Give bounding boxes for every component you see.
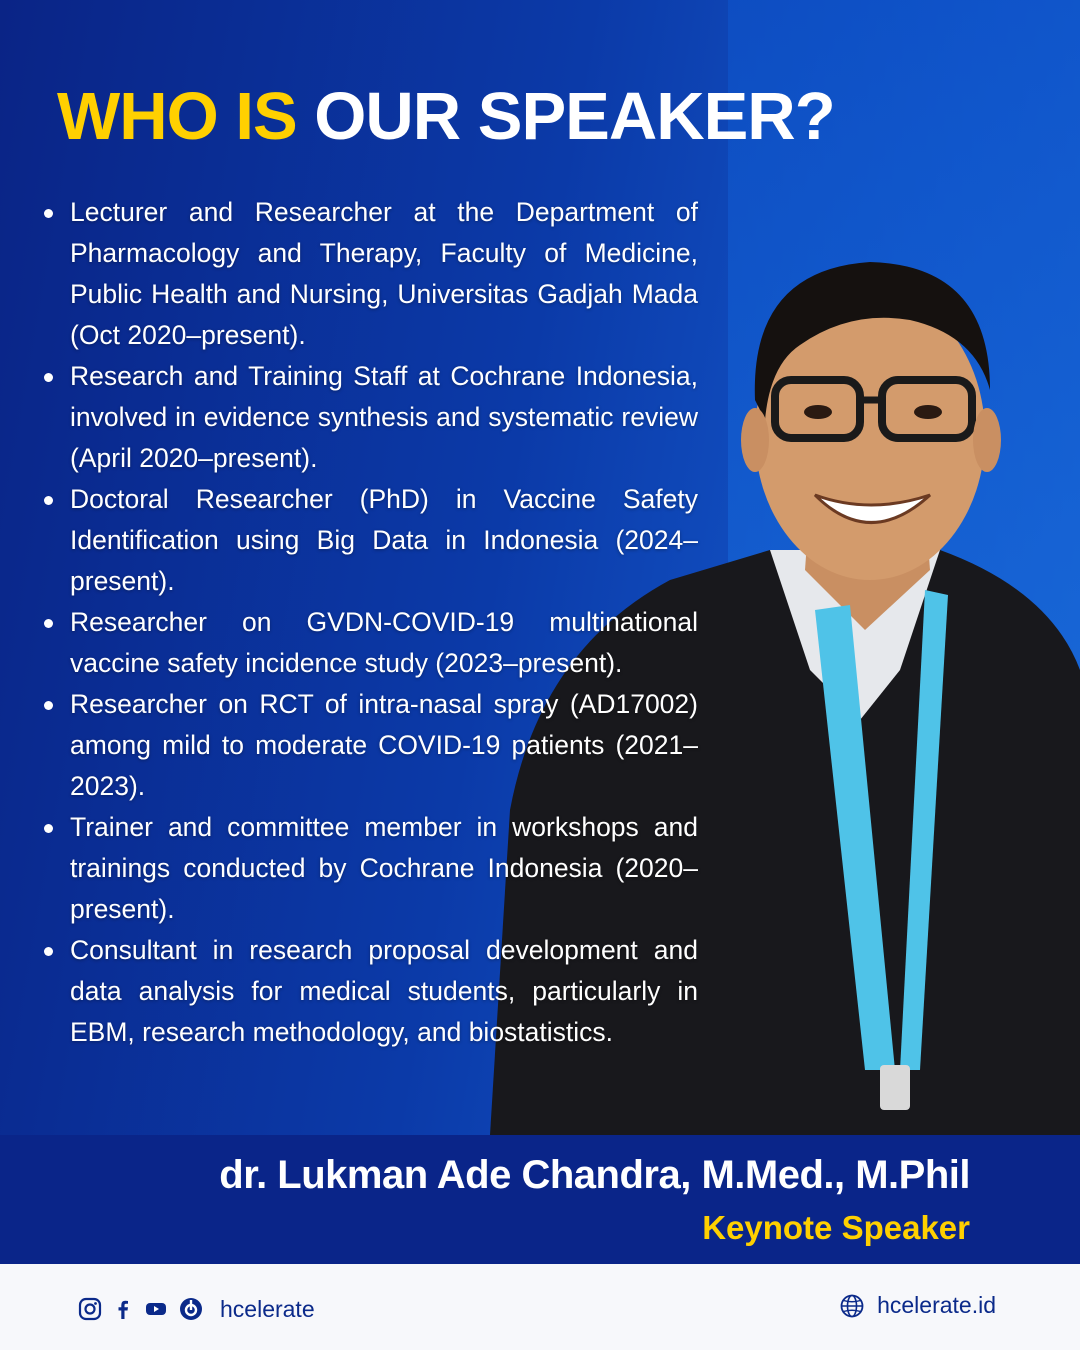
bio-item: Lecturer and Researcher at the Department of Pharmacology and Therapy, Faculty of Medicine, Public Health and Nursing, Universitas Gadjah Mada (Oct 2020–present). bbox=[48, 192, 698, 356]
speaker-name: dr. Lukman Ade Chandra, M.Med., M.Phil bbox=[219, 1153, 970, 1197]
bio-item: Consultant in research proposal development and data analysis for medical students, particularly in EBM, research methodology, and biostatistics. bbox=[48, 930, 698, 1053]
brand-logo-icon[interactable] bbox=[178, 1296, 204, 1322]
facebook-icon[interactable] bbox=[112, 1297, 134, 1321]
youtube-icon[interactable] bbox=[144, 1297, 168, 1321]
speaker-name-bar bbox=[0, 1135, 1080, 1264]
bio-item: Trainer and committee member in workshops and trainings conducted by Cochrane Indonesia (2020–present). bbox=[48, 807, 698, 930]
title-accent: WHO IS bbox=[57, 79, 297, 154]
page-title bbox=[57, 78, 835, 155]
instagram-icon[interactable] bbox=[78, 1297, 102, 1321]
bio-item: Research and Training Staff at Cochrane Indonesia, involved in evidence synthesis and systematic review (April 2020–present). bbox=[48, 356, 698, 479]
website-link[interactable] bbox=[839, 1292, 996, 1319]
bio-item: Researcher on GVDN-COVID-19 multinational vaccine safety incidence study (2023–present). bbox=[48, 602, 698, 684]
social-links bbox=[78, 1294, 315, 1324]
globe-icon bbox=[839, 1293, 865, 1319]
title-rest: OUR SPEAKER? bbox=[314, 79, 835, 154]
social-handle[interactable]: hcelerate bbox=[220, 1295, 315, 1322]
website-text[interactable]: hcelerate.id bbox=[877, 1292, 996, 1318]
bio-item: Doctoral Researcher (PhD) in Vaccine Safety Identification using Big Data in Indonesia (2024–present). bbox=[48, 479, 698, 602]
speaker-bio-list bbox=[48, 192, 698, 1053]
footer bbox=[0, 1264, 1080, 1350]
bio-item: Researcher on RCT of intra-nasal spray (AD17002) among mild to moderate COVID-19 patients (2021–2023). bbox=[48, 684, 698, 807]
speaker-role: Keynote Speaker bbox=[702, 1209, 970, 1246]
